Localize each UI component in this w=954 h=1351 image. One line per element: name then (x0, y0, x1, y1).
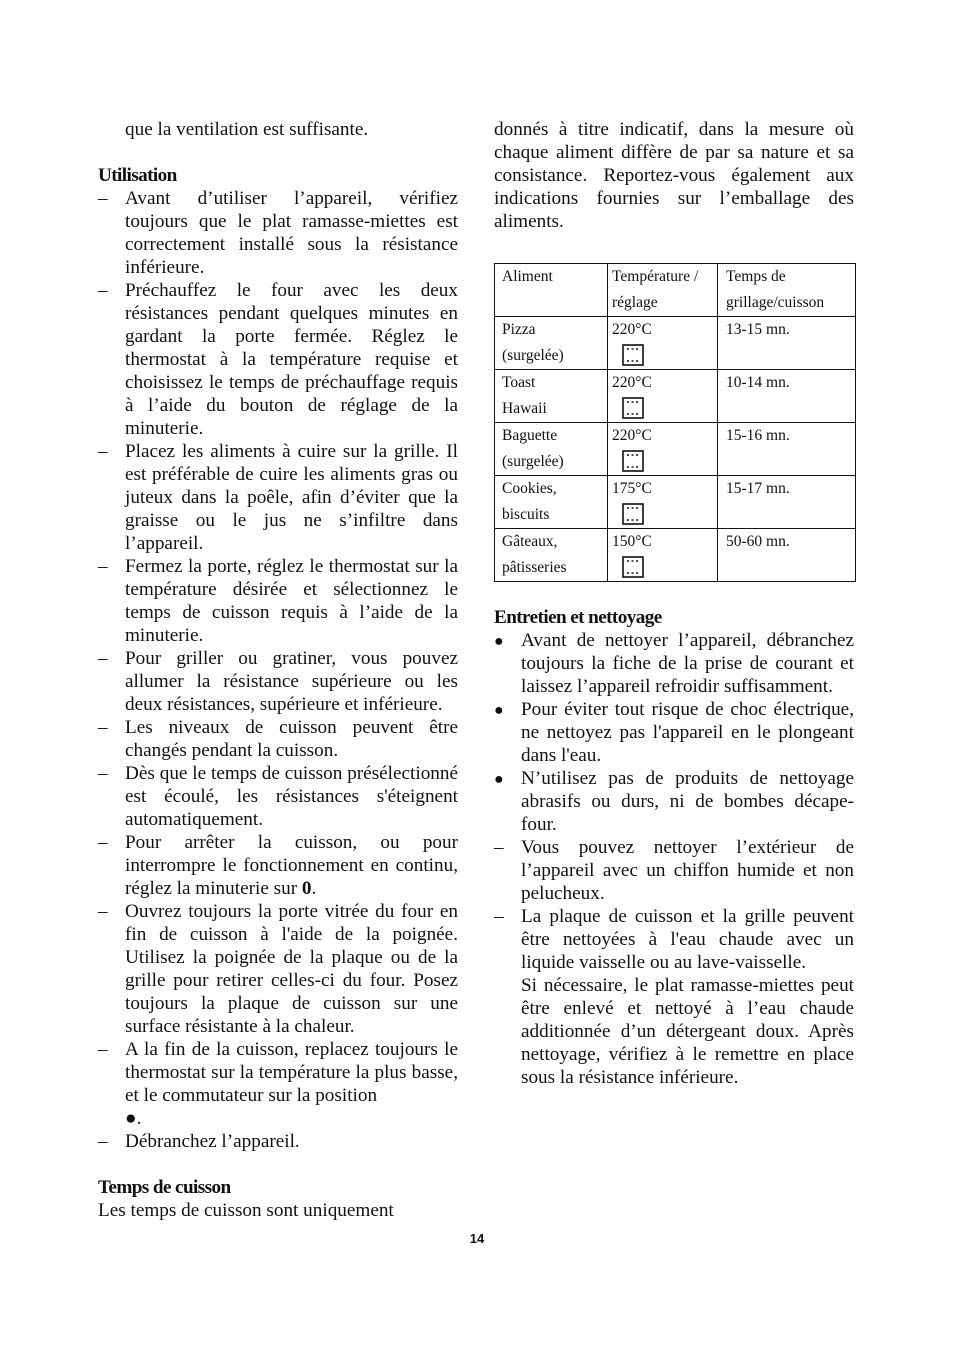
page-number: 14 (469, 1231, 485, 1246)
list-item: – Placez les aliments à cuire sur la grille. Il est préférable de cuire les aliments gras ou juteux dans la poêle, afin d’éviter que la graisse ou le jus ne s’infiltre dans l’appareil. (98, 440, 458, 555)
list-item: ● Pour éviter tout risque de choc électrique, ne nettoyez pas l'appareil en le plongeant dans l'eau. (494, 698, 854, 767)
timer-zero-value: 0 (301, 878, 312, 899)
list-item: ● N’utilisez pas de produits de nettoyage abrasifs ou durs, ni de bombes décape-four. (494, 767, 854, 836)
oven-top-bottom-heat-icon (622, 503, 644, 525)
list-item: – Les niveaux de cuisson peuvent être changés pendant la cuisson. (98, 716, 458, 762)
list-item: – Préchauffez le four avec les deux résistances pendant quelques minutes en gardant la porte fermée. Réglez le thermostat à la température requise et choisissez le temps de préchauffage requis à l’aide du bouton de réglage de la minuterie. (98, 279, 458, 440)
temps-continued: donnés à titre indicatif, dans la mesure où chaque aliment diffère de par sa nature et sa consistance. Reportez-vous également aux indications fournies sur l’emballage des aliments. (494, 119, 854, 232)
table-row: Baguette (surgelée) 220°C 15-16 mn. (495, 423, 856, 476)
list-item: – Pour griller ou gratiner, vous pouvez allumer la résistance supérieure ou les deux résistances, supérieure et inférieure. (98, 647, 458, 716)
table-row: Pizza (surgelée) 220°C 13-15 mn. (495, 317, 856, 370)
list-item: – A la fin de la cuisson, replacez toujours le thermostat sur la température la plus basse, et le commutateur sur la position ●. (98, 1038, 458, 1130)
list-item: – La plaque de cuisson et la grille peuvent être nettoyées à l'eau chaude avec un liquide vaisselle ou au lave-vaisselle. Si nécessaire, le plat ramasse-miettes peut être enlevé et nettoyé à l’eau chaude additionnée d’un détergeant doux. Après nettoyage, vérifiez à le remettre en place sous la résistance inférieure. (494, 905, 854, 1089)
header-aliment: Aliment (495, 264, 608, 317)
cooking-times-table (494, 263, 856, 582)
list-item: – Ouvrez toujours la porte vitrée du four en fin de cuisson à l'aide de la poignée. Utilisez la poignée de la plaque ou de la grille pour retirer celles-ci du four. Posez toujours la plaque de cuisson sur une surface résistante à la chaleur. (98, 900, 458, 1038)
table-row: Cookies, biscuits 175°C 15-17 mn. (495, 476, 856, 529)
oven-top-bottom-heat-icon (622, 344, 644, 366)
utilisation-heading: Utilisation (98, 165, 177, 186)
oven-top-bottom-heat-icon (622, 450, 644, 472)
table-header-row (495, 264, 856, 317)
list-item: – Fermez la porte, réglez le thermostat sur la température désirée et sélectionnez le temps de cuisson requis à l’aide de la minuterie. (98, 555, 458, 647)
entretien-followup: Si nécessaire, le plat ramasse-miettes peut être enlevé et nettoyé à l’eau chaude additionnée d’un détergeant doux. Après nettoyage, vérifiez à le remettre en place sous la résistance inférieure. (521, 975, 854, 1088)
table-row: Gâteaux, pâtisseries 150°C 50-60 mn. (495, 529, 856, 582)
list-item: – Avant d’utiliser l’appareil, vérifiez toujours que le plat ramasse-miettes est correctement installé sous la résistance inférieure. (98, 187, 458, 279)
list-item: – Pour arrêter la cuisson, ou pour interrompre le fonctionnement en continu, réglez la minuterie sur 0. (98, 831, 458, 900)
temps-text: Les temps de cuisson sont uniquement (98, 1200, 394, 1221)
list-item: – Dès que le temps de cuisson présélectionné est écoulé, les résistances s'éteignent automatiquement. (98, 762, 458, 831)
left-column (98, 118, 458, 1222)
right-column (494, 118, 854, 1089)
table-row: Toast Hawaii 220°C 10-14 mn. (495, 370, 856, 423)
oven-top-bottom-heat-icon (622, 556, 644, 578)
utilisation-list (98, 187, 458, 1153)
header-temps: Temps de grillage/cuisson (718, 264, 856, 317)
header-temperature: Température / réglage (608, 264, 718, 317)
temps-heading: Temps de cuisson (98, 1177, 231, 1198)
intro-continuation: que la ventilation est suffisante. (125, 119, 369, 140)
position-symbol: ● (125, 1108, 137, 1129)
list-item: – Débranchez l’appareil. (98, 1130, 458, 1153)
list-item: – Vous pouvez nettoyer l’extérieur de l’appareil avec un chiffon humide et non pelucheux. (494, 836, 854, 905)
entretien-list (494, 629, 854, 1089)
list-item: ● Avant de nettoyer l’appareil, débranchez toujours la fiche de la prise de courant et laissez l’appareil refroidir suffisamment. (494, 629, 854, 698)
entretien-heading: Entretien et nettoyage (494, 607, 662, 628)
oven-top-bottom-heat-icon (622, 397, 644, 419)
